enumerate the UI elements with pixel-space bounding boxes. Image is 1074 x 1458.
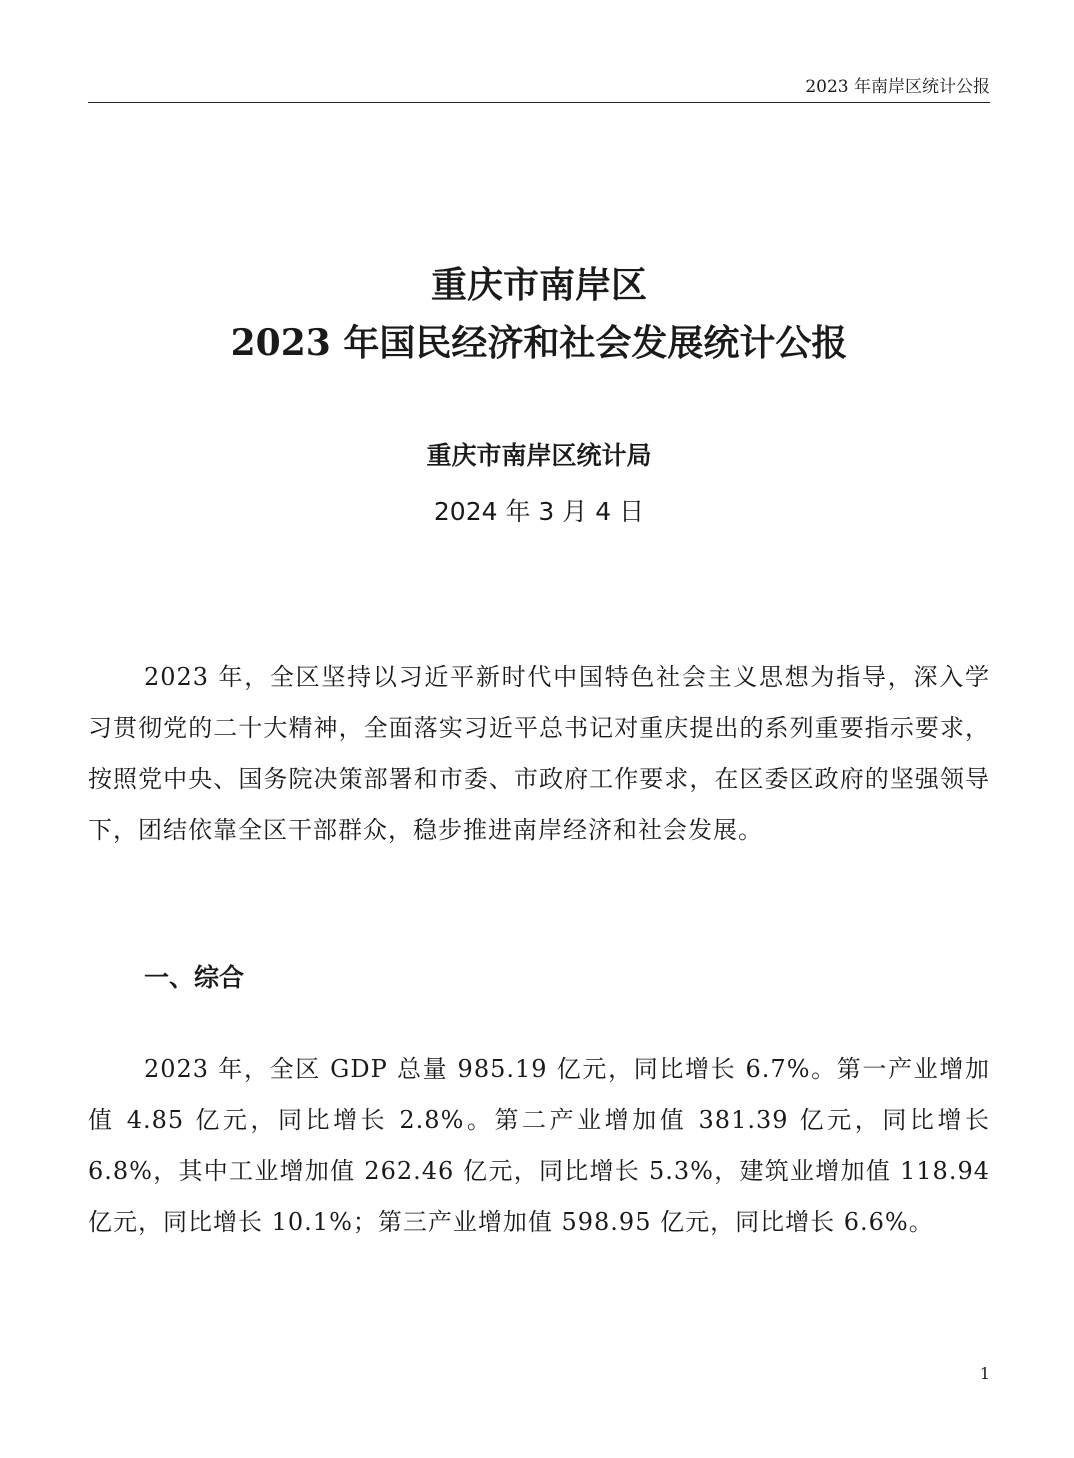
document-title-line-2: 2023 年国民经济和社会发展统计公报 xyxy=(230,322,848,364)
document-title-line-1: 重庆市南岸区 xyxy=(430,264,647,306)
issuer-name: 重庆市南岸区统计局 xyxy=(426,441,652,470)
running-header-title: 2023 年南岸区统计公报 xyxy=(805,77,990,97)
section-heading-general: 一、综合 xyxy=(144,963,245,992)
document-title xyxy=(88,256,990,372)
running-header xyxy=(88,76,990,103)
intro-paragraph: 2023 年，全区坚持以习近平新时代中国特色社会主义思想为指导，深入学习贯彻党的二十大精神，全面落实习近平总书记对重庆提出的系列重要指示要求，按照党中央、国务院决策部署和市委、市政府工作要求，在区委区政府的坚强领导下，团结依靠全区干部群众，稳步推进南岸经济和社会发展。 xyxy=(88,663,990,844)
section-paragraph-general: 2023 年，全区 GDP 总量 985.19 亿元，同比增长 6.7%。第一产业增加值 4.85 亿元，同比增长 2.8%。第二产业增加值 381.39 亿元，同比增长 6.8%，其中工业增加值 262.46 亿元，同比增长 5.3%，建筑业增加值 118.94 亿元，同比增长 10.1%；第三产业增加值 598.95 亿元，同比增长 6.6%。 xyxy=(88,1055,990,1236)
issuer-block xyxy=(88,436,990,532)
page-number: 1 xyxy=(979,1364,990,1383)
issue-date: 2024 年 3 月 4 日 xyxy=(433,497,645,526)
